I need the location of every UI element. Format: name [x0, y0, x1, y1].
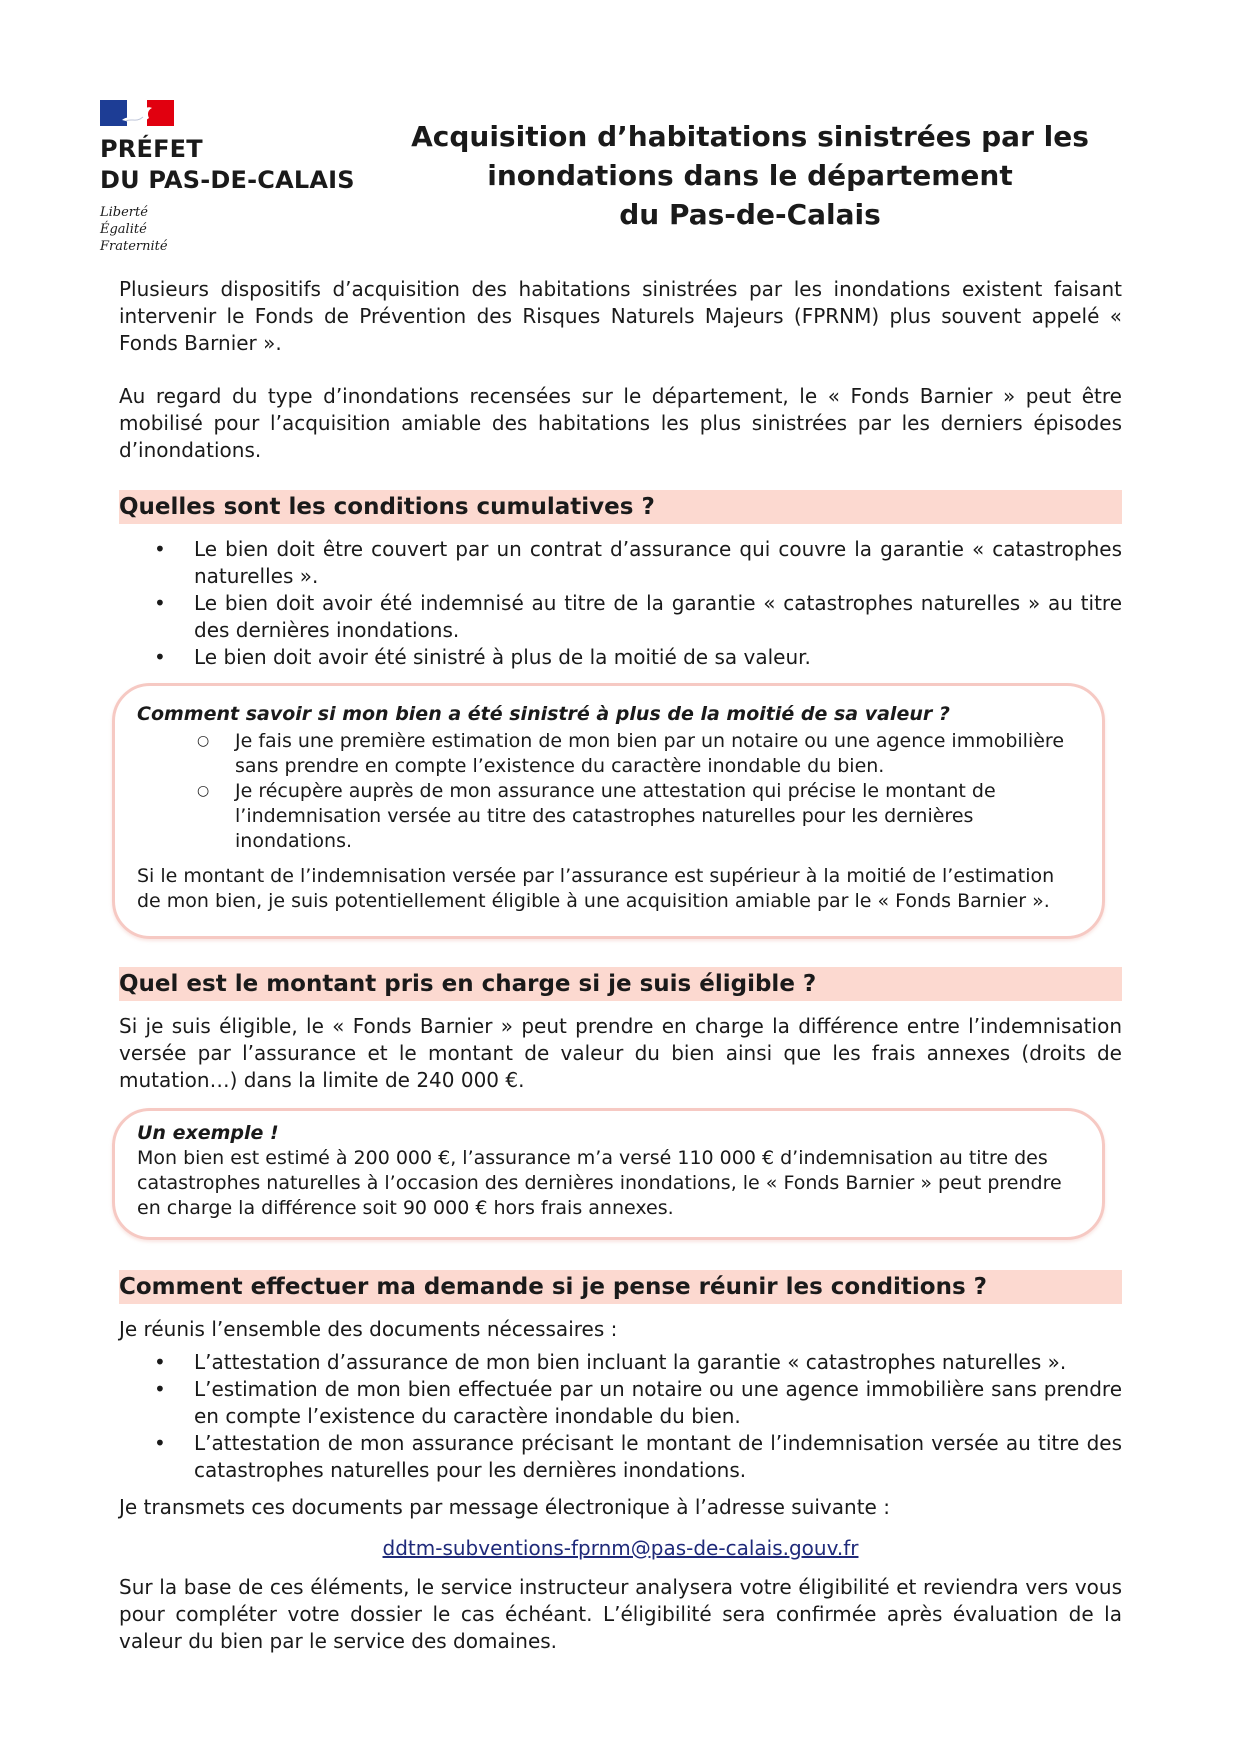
- bullet-icon: •: [154, 537, 166, 561]
- info-box-valuation: [112, 683, 1105, 939]
- bullet-icon: •: [154, 1431, 166, 1455]
- email-link[interactable]: ddtm-subventions-fprnm@pas-de-calais.gouv.fr: [382, 1536, 859, 1560]
- circle-bullet-icon: ○: [197, 733, 210, 749]
- closing-paragraph: Sur la base de ces éléments, le service instructeur analysera votre éligibilité et reviendra vers vous pour compléter votre dossier le cas échéant. L’éligibilité sera confirmée après évaluation de la valeur du bien par le service des domaines.: [119, 1575, 1122, 1653]
- motto-liberte: Liberté: [100, 205, 148, 220]
- info-box-conclusion: Si le montant de l’indemnisation versée par l’assurance est supérieur à la moitié de l’estimation de mon bien, je suis potentiellement éligible à une acquisition amiable par le « Fonds Barnier ».: [137, 865, 1055, 912]
- list-item: • Le bien doit avoir été indemnisé au titre de la garantie « catastrophes naturelles » au titre des dernières inondations.: [154, 591, 1122, 642]
- list-item: • L’attestation de mon assurance précisant le montant de l’indemnisation versée au titre des catastrophes naturelles pour les dernières inondations.: [154, 1431, 1122, 1482]
- transmit-paragraph: Je transmets ces documents par message électronique à l’adresse suivante :: [119, 1495, 890, 1519]
- section-heading-conditions: Quelles sont les conditions cumulatives ?: [119, 490, 1122, 524]
- bullet-icon: •: [154, 1350, 166, 1374]
- documents-list: [119, 1349, 1122, 1484]
- circle-bullet-icon: ○: [197, 783, 210, 799]
- list-item: • Le bien doit avoir été sinistré à plus de la moitié de sa valeur.: [154, 645, 811, 669]
- section-heading-amount: Quel est le montant pris en charge si je suis éligible ?: [119, 967, 1122, 1001]
- list-item: ○ Je récupère auprès de mon assurance une attestation qui précise le montant de l’indemnisation versée au titre des catastrophes naturelles pour les dernières inondations.: [197, 780, 996, 852]
- document-title-line3: du Pas-de-Calais: [619, 198, 881, 231]
- list-item: • Le bien doit être couvert par un contrat d’assurance qui couvre la garantie « catastrophes naturelles ».: [154, 537, 1122, 588]
- marianne-logo-icon: [100, 100, 174, 126]
- list-item: ○ Je fais une première estimation de mon bien par un notaire ou une agence immobilière sans prendre en compte l’existence du caractère inondable du bien.: [197, 730, 1065, 777]
- example-title: Un exemple !: [137, 1122, 279, 1144]
- document-title-line1: Acquisition d’habitations sinistrées par les: [411, 120, 1089, 153]
- document-title-line2: inondations dans le département: [487, 159, 1013, 192]
- prefecture-logo: [100, 100, 370, 255]
- motto-fraternite: Fraternité: [100, 239, 168, 254]
- motto-egalite: Égalité: [100, 222, 147, 237]
- logo-title-line1: PRÉFET: [100, 135, 203, 163]
- logo-title: [100, 134, 370, 196]
- section-heading-request: Comment effectuer ma demande si je pense réunir les conditions ?: [119, 1270, 1122, 1304]
- info-box-example: [112, 1108, 1105, 1240]
- example-text: Mon bien est estimé à 200 000 €, l’assurance m’a versé 110 000 € d’indemnisation au titre des catastrophes naturelles à l’occasion des dernières inondations, le « Fonds Barnier » peut prendre en charge la différence soit 90 000 € hors frais annexes.: [137, 1147, 1062, 1219]
- bullet-icon: •: [154, 645, 166, 669]
- document-body: [119, 276, 1122, 1655]
- conditions-list: [119, 536, 1122, 671]
- logo-motto: [100, 204, 370, 255]
- list-item: • L’estimation de mon bien effectuée par un notaire ou une agence immobilière sans prendre en compte l’existence du caractère inondable du bien.: [154, 1377, 1122, 1428]
- amount-paragraph: Si je suis éligible, le « Fonds Barnier » peut prendre en charge la différence entre l’indemnisation versée par l’assurance et le montant de valeur du bien ainsi que les frais annexes (droits de mutation…) dans la limite de 240 000 €.: [119, 1014, 1122, 1092]
- info-box-list: [137, 729, 1072, 854]
- list-item: • L’attestation d’assurance de mon bien incluant la garantie « catastrophes naturelles ».: [154, 1350, 1067, 1374]
- intro-paragraph-2: Au regard du type d’inondations recensées sur le département, le « Fonds Barnier » peut être mobilisé pour l’acquisition amiable des habitations les plus sinistrées par les derniers épisodes d’inondations.: [119, 384, 1122, 462]
- bullet-icon: •: [154, 591, 166, 615]
- documents-lead: Je réunis l’ensemble des documents nécessaires :: [119, 1317, 618, 1341]
- info-box-title: Comment savoir si mon bien a été sinistré à plus de la moitié de sa valeur ?: [137, 703, 950, 725]
- logo-title-line2: DU PAS-DE-CALAIS: [100, 166, 355, 194]
- email-line: [119, 1535, 1122, 1562]
- intro-paragraph-1: Plusieurs dispositifs d’acquisition des habitations sinistrées par les inondations existent faisant intervenir le Fonds de Prévention des Risques Naturels Majeurs (FPRNM) plus souvent appelé « Fonds Barnier ».: [119, 277, 1122, 355]
- document-title: [400, 117, 1100, 234]
- bullet-icon: •: [154, 1377, 166, 1401]
